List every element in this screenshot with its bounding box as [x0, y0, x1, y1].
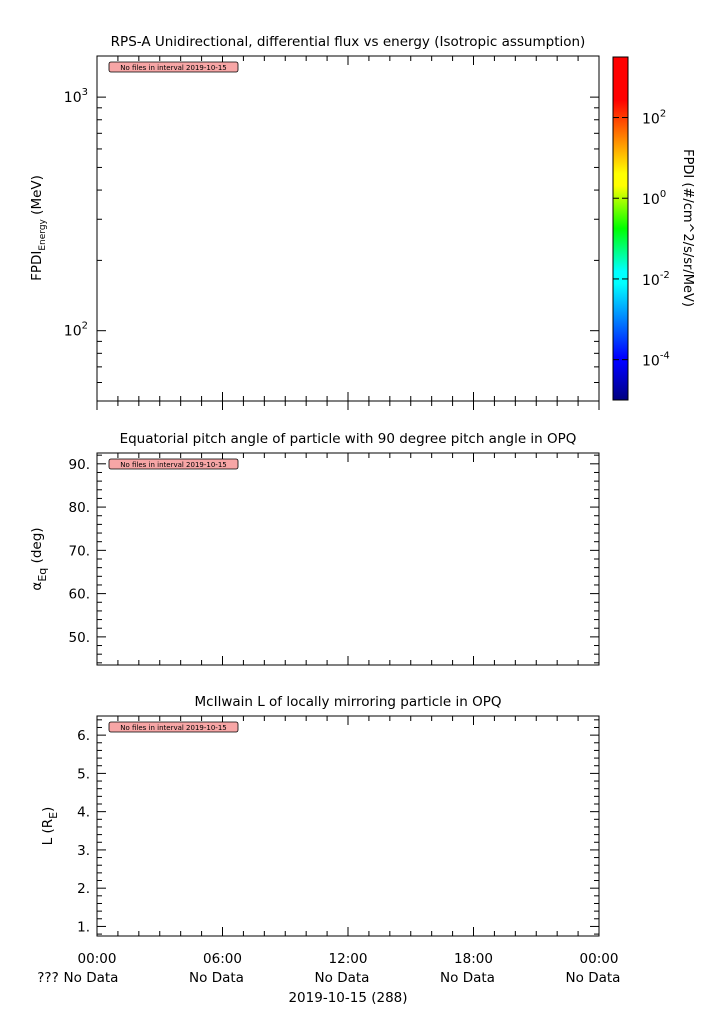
- x-tick-label: 00:00: [579, 951, 619, 967]
- panel-mcilwain-l-y-tick-label: 4.: [77, 804, 90, 821]
- colorbar-gradient: [613, 57, 628, 400]
- panel-pitch-angle-y-tick-label: 60.: [68, 586, 90, 603]
- panel-pitch-angle-x-ticks: [97, 453, 599, 665]
- panel-flux-ylabel-main: FPDI: [29, 250, 45, 281]
- panel-flux-ylabel: [29, 175, 48, 281]
- panel-mcilwain-l-y-tick-label: 6.: [77, 728, 90, 745]
- panel-mcilwain-l-x-ticks: [97, 716, 599, 936]
- panel-pitch-angle-frame: [97, 453, 599, 665]
- panel-flux-title: RPS-A Unidirectional, differential flux vs energy (Isotropic assumption): [110, 34, 586, 50]
- panel-pitch-angle-y-tick-label: 90.: [68, 456, 90, 473]
- panel-flux-frame: [97, 56, 599, 401]
- panel-flux-ylabel-unit-text: (MeV): [29, 175, 45, 215]
- panel-flux-x-ticks: [97, 56, 599, 410]
- panel-pitch-angle-y-ticks: [69, 455, 599, 663]
- panel-mcilwain-l-y-tick-label: 1.: [77, 919, 90, 936]
- panel-mcilwain-l-ylabel: [40, 807, 60, 846]
- panel-flux-y-tick-label: $10^2$: [63, 320, 88, 340]
- panel-pitch-angle-ylabel-main: α: [29, 581, 45, 591]
- x-axis-row-label: ???: [37, 970, 59, 986]
- panel-flux-y-tick-label: $10^3$: [63, 87, 88, 107]
- panel-mcilwain-l-ylabel-main: L (R: [40, 818, 56, 846]
- panel-pitch-angle-y-tick-label: 50.: [68, 629, 90, 646]
- x-tick-label: 00:00: [77, 951, 117, 967]
- x-tick-sublabel: No Data: [440, 970, 495, 986]
- x-tick-sublabel: No Data: [189, 970, 244, 986]
- colorbar-tick-label: $10^2$: [642, 108, 667, 128]
- panel-pitch-angle-no-data-label: No files in interval 2019-10-15: [120, 461, 227, 469]
- colorbar-tick-label: $10^{-2}$: [642, 269, 670, 289]
- panel-mcilwain-l: [40, 694, 599, 936]
- panel-mcilwain-l-y-tick-label: 2.: [77, 881, 90, 898]
- panel-mcilwain-l-y-ticks: [77, 720, 599, 936]
- panel-pitch-angle-no-data-badge: [109, 459, 238, 469]
- x-tick-label: 06:00: [203, 951, 242, 967]
- panel-mcilwain-l-ylabel-unit: ): [40, 806, 56, 812]
- panel-mcilwain-l-frame: [97, 716, 599, 936]
- colorbar-label: FPDI (#/cm^2/s/sr/MeV): [680, 149, 695, 307]
- panel-pitch-angle-y-tick-label: 80.: [68, 500, 90, 517]
- colorbar: [613, 57, 695, 400]
- x-axis-labels: [64, 951, 621, 986]
- x-tick-label: 12:00: [328, 951, 368, 967]
- panel-pitch-angle-title: Equatorial pitch angle of particle with 90 degree pitch angle in OPQ: [119, 431, 577, 447]
- panel-flux: [29, 34, 695, 410]
- x-tick-label: 18:00: [454, 951, 493, 967]
- panel-mcilwain-l-ylabel-sub: E: [47, 811, 60, 819]
- x-tick-sublabel: No Data: [314, 970, 370, 986]
- panel-mcilwain-l-no-data-badge: [109, 722, 238, 732]
- panel-mcilwain-l-no-data-label: No files in interval 2019-10-15: [120, 724, 227, 732]
- panel-mcilwain-l-y-tick-label: 5.: [77, 766, 90, 783]
- panel-flux-no-data-label: No files in interval 2019-10-15: [120, 64, 227, 72]
- colorbar-tick-label: $10^{-4}$: [642, 350, 670, 370]
- panel-flux-ylabel-sub: Energy: [38, 219, 48, 251]
- panel-flux-no-data-badge: [109, 62, 238, 72]
- x-axis-date-label: 2019-10-15 (288): [288, 990, 408, 1006]
- x-tick-sublabel: No Data: [565, 970, 621, 986]
- panel-flux-y-ticks: [64, 87, 599, 401]
- panel-pitch-angle-ylabel-sub: Eq: [36, 567, 49, 582]
- panel-pitch-angle-ylabel-unit: (deg): [29, 527, 45, 568]
- panel-pitch-angle: [29, 431, 599, 665]
- colorbar-tick-label: $10^0$: [642, 189, 667, 209]
- panel-mcilwain-l-title: McIlwain L of locally mirroring particle in OPQ: [194, 694, 502, 710]
- panel-mcilwain-l-y-tick-label: 3.: [77, 842, 90, 859]
- panel-pitch-angle-ylabel: [29, 527, 49, 590]
- x-tick-sublabel: No Data: [63, 970, 119, 986]
- panel-pitch-angle-y-tick-label: 70.: [68, 543, 90, 560]
